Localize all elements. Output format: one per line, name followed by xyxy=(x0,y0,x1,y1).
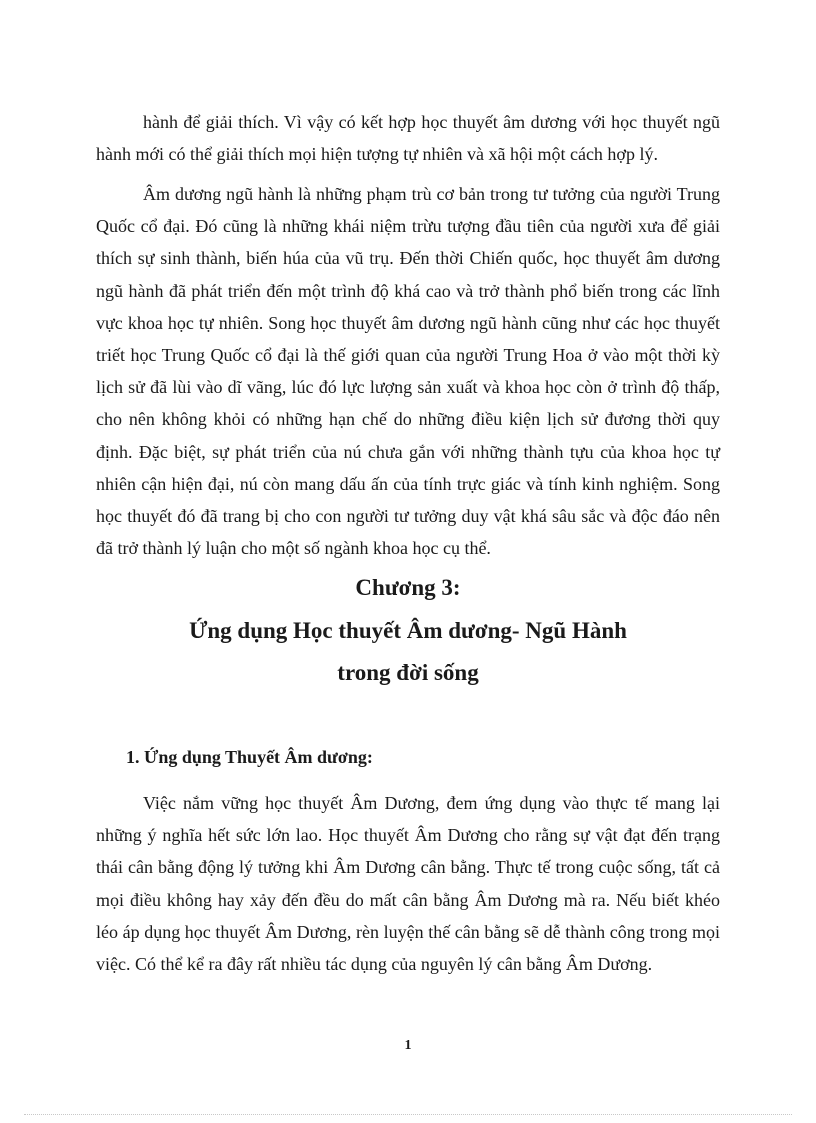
paragraph-ung-dung: Việc nắm vững học thuyết Âm Dương, đem ứng dụng vào thực tế mang lại những ý nghĩa hết sức lớn lao. Học thuyết Âm Dương cho rằng sự vật đạt đến trạng thái cân bằng động lý tưởng khi Âm Dương cân bằng. Thực tế trong cuộc sống, tất cả mọi điều không hay xảy đến đều do mất cân bằng Âm Dương mà ra. Nếu biết khéo léo áp dụng học thuyết Âm Dương, rèn luyện thế cân bằng sẽ dễ thành công trong mọi việc. Có thể kể ra đây rất nhiều tác dụng của nguyên lý cân bằng Âm Dương. xyxy=(96,793,720,975)
chapter-subtitle: trong đời sống xyxy=(337,660,479,685)
page-number: 1 xyxy=(404,1038,412,1053)
chapter-label: Chương 3: xyxy=(355,575,461,600)
paragraph-am-duong-ngu-hanh: Âm dương ngũ hành là những phạm trù cơ bản trong tư tưởng của người Trung Quốc cổ đại. Đó cũng là những khái niệm trừu tượng đầu tiên của người xưa để giải thích sự sinh thành, biến húa của vũ trụ. Đến thời Chiến quốc, học thuyết âm dương ngũ hành đã phát triển đến một trình độ khá cao và trở thành phổ biến trong các lĩnh vực khoa học tự nhiên. Song học thuyết âm dương ngũ hành cũng như các học thuyết triết học Trung Quốc cổ đại là thế giới quan của người Trung Hoa ở vào một thời kỳ lịch sử đã lùi vào dĩ vãng, lúc đó lực lượng sản xuất và khoa học còn ở trình độ thấp, cho nên không khỏi có những hạn chế do những điều kiện lịch sử đương thời quy định. Đặc biệt, sự phát triển của nú chưa gắn với những thành tựu của khoa học tự nhiên cận hiện đại, nú còn mang dấu ấn của tính trực giác và tính kinh nghiệm. Song học thuyết đó đã trang bị cho con người tư tưởng duy vật khá sâu sắc và độc đáo nên đã trở thành lý luận cho một số ngành khoa học cụ thể. xyxy=(96,184,720,559)
paragraph-continuation: hành để giải thích. Vì vậy có kết hợp học thuyết âm dương với học thuyết ngũ hành mới có thể giải thích mọi hiện tượng tự nhiên và xã hội một cách hợp lý. xyxy=(96,112,720,165)
section-heading: 1. Ứng dụng Thuyết Âm dương: xyxy=(126,747,373,767)
chapter-title: Ứng dụng Học thuyết Âm dương- Ngũ Hành xyxy=(189,618,627,643)
footer-divider xyxy=(24,1114,792,1115)
